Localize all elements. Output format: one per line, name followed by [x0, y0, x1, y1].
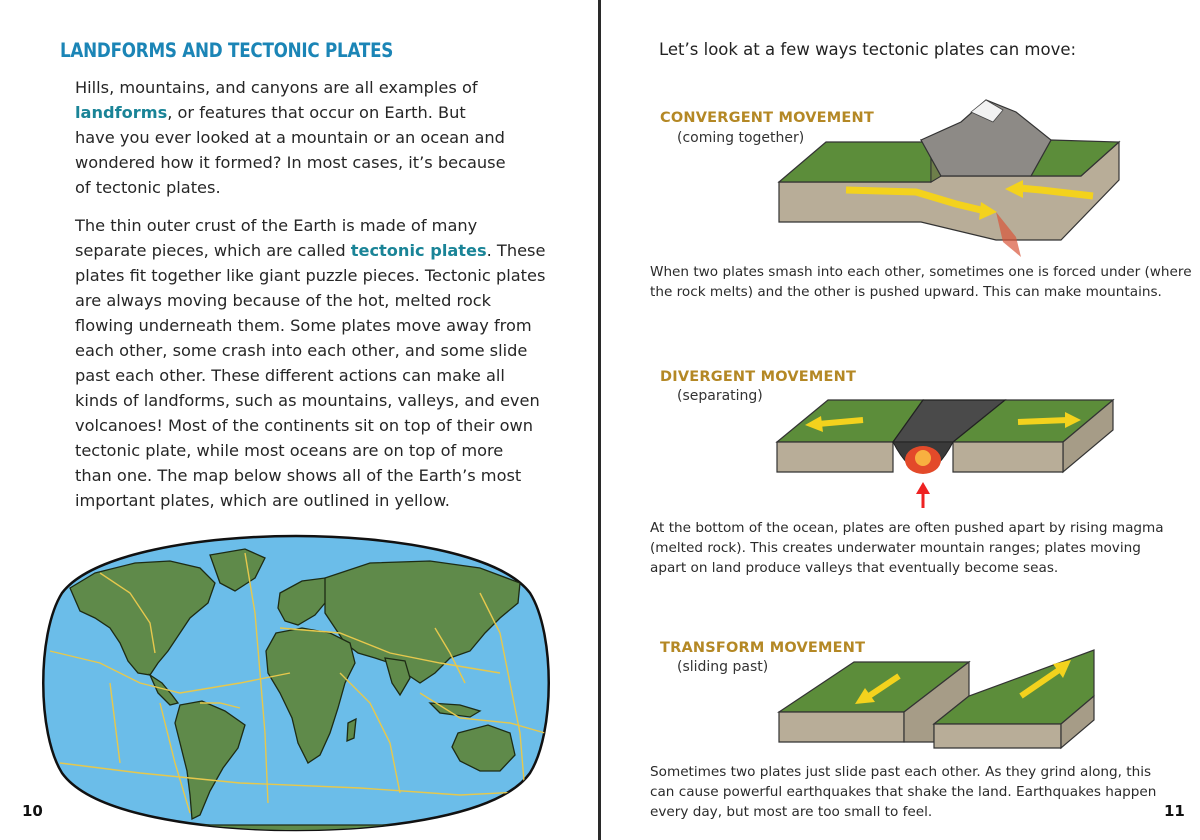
transform-title: TRANSFORM MOVEMENT — [660, 640, 866, 656]
caption-line: can cause powerful earthquakes that shake the land. Earthquakes happen — [650, 784, 1157, 800]
divergent-subtitle: (separating) — [677, 388, 763, 404]
text-run: separate pieces, which are called — [75, 241, 351, 260]
divergent-caption — [650, 518, 1170, 578]
text-run: tectonic plate, while most oceans are on top of more — [75, 441, 504, 460]
paragraph-line — [75, 463, 545, 488]
caption-line: the rock melts) and the other is pushed upward. This can make mountains. — [650, 284, 1162, 300]
caption-line: (melted rock). This creates underwater mountain ranges; plates moving — [650, 540, 1141, 556]
page-number: 10 — [22, 802, 43, 820]
paragraph-line — [75, 125, 545, 150]
text-run: wondered how it formed? In most cases, it’s because — [75, 153, 506, 172]
intro-line: Let’s look at a few ways tectonic plates can move: — [659, 40, 1077, 59]
paragraph-line — [75, 388, 545, 413]
convergent-plates-icon — [771, 92, 1166, 262]
paragraph-line — [75, 175, 545, 200]
transform-subtitle: (sliding past) — [677, 659, 769, 675]
right-page — [601, 0, 1200, 840]
paragraph-line — [75, 338, 545, 363]
text-run: of tectonic plates. — [75, 178, 221, 197]
paragraph-line — [75, 238, 545, 263]
keyword: tectonic plates — [350, 241, 487, 260]
paragraph-line — [75, 413, 545, 438]
left-page — [0, 0, 598, 840]
paragraph-line — [75, 213, 545, 238]
convergent-diagram — [771, 92, 1166, 266]
plates-paragraph — [75, 213, 545, 513]
text-run: than one. The map below shows all of the Earth’s most — [75, 466, 522, 485]
page-title: LANDFORMS AND TECTONIC PLATES — [60, 39, 394, 62]
divergent-diagram — [773, 390, 1168, 524]
text-run: Hills, mountains, and canyons are all examples of — [75, 78, 478, 97]
world-map-icon — [40, 533, 552, 833]
caption-line: At the bottom of the ocean, plates are often pushed apart by rising magma — [650, 520, 1164, 536]
paragraph-line — [75, 150, 545, 175]
text-run: kinds of landforms, such as mountains, valleys, and even — [75, 391, 540, 410]
transform-plates-icon — [769, 640, 1164, 760]
paragraph-line — [75, 313, 545, 338]
text-run: each other, some crash into each other, and some slide — [75, 341, 528, 360]
caption-line: Sometimes two plates just slide past each other. As they grind along, this — [650, 764, 1152, 780]
caption-line: When two plates smash into each other, sometimes one is forced under (where — [650, 264, 1192, 280]
keyword: landforms — [75, 103, 168, 122]
paragraph-line — [75, 75, 545, 100]
text-run: past each other. These different actions can make all — [75, 366, 505, 385]
transform-caption — [650, 762, 1170, 822]
convergent-title: CONVERGENT MOVEMENT — [660, 110, 874, 126]
caption-line: every day, but most are too small to feel. — [650, 804, 933, 820]
paragraph-line — [75, 288, 545, 313]
divergent-plates-icon — [773, 390, 1168, 520]
paragraph-line — [75, 263, 545, 288]
world-map — [40, 533, 552, 833]
text-run: have you ever looked at a mountain or an ocean and — [75, 128, 505, 147]
paragraph-line — [75, 363, 545, 388]
transform-diagram — [769, 640, 1164, 764]
text-run: volcanoes! Most of the continents sit on top of their own — [75, 416, 533, 435]
text-run: . These — [486, 241, 546, 260]
page-number: 11 — [1164, 802, 1185, 820]
convergent-caption — [650, 262, 1192, 302]
paragraph-line — [75, 488, 545, 513]
text-run: flowing underneath them. Some plates move away from — [75, 316, 532, 335]
paragraph-line — [75, 438, 545, 463]
paragraph-line — [75, 100, 545, 125]
text-run: important plates, which are outlined in yellow. — [75, 491, 450, 510]
text-run: plates fit together like giant puzzle pieces. Tectonic plates — [75, 266, 546, 285]
text-run: The thin outer crust of the Earth is made of many — [75, 216, 478, 235]
intro-paragraph — [75, 75, 545, 200]
text-run: , or features that occur on Earth. But — [167, 103, 466, 122]
divergent-title: DIVERGENT MOVEMENT — [660, 369, 857, 385]
text-run: are always moving because of the hot, melted rock — [75, 291, 492, 310]
convergent-subtitle: (coming together) — [677, 130, 805, 146]
caption-line: apart on land produce valleys that eventually become seas. — [650, 560, 1059, 576]
